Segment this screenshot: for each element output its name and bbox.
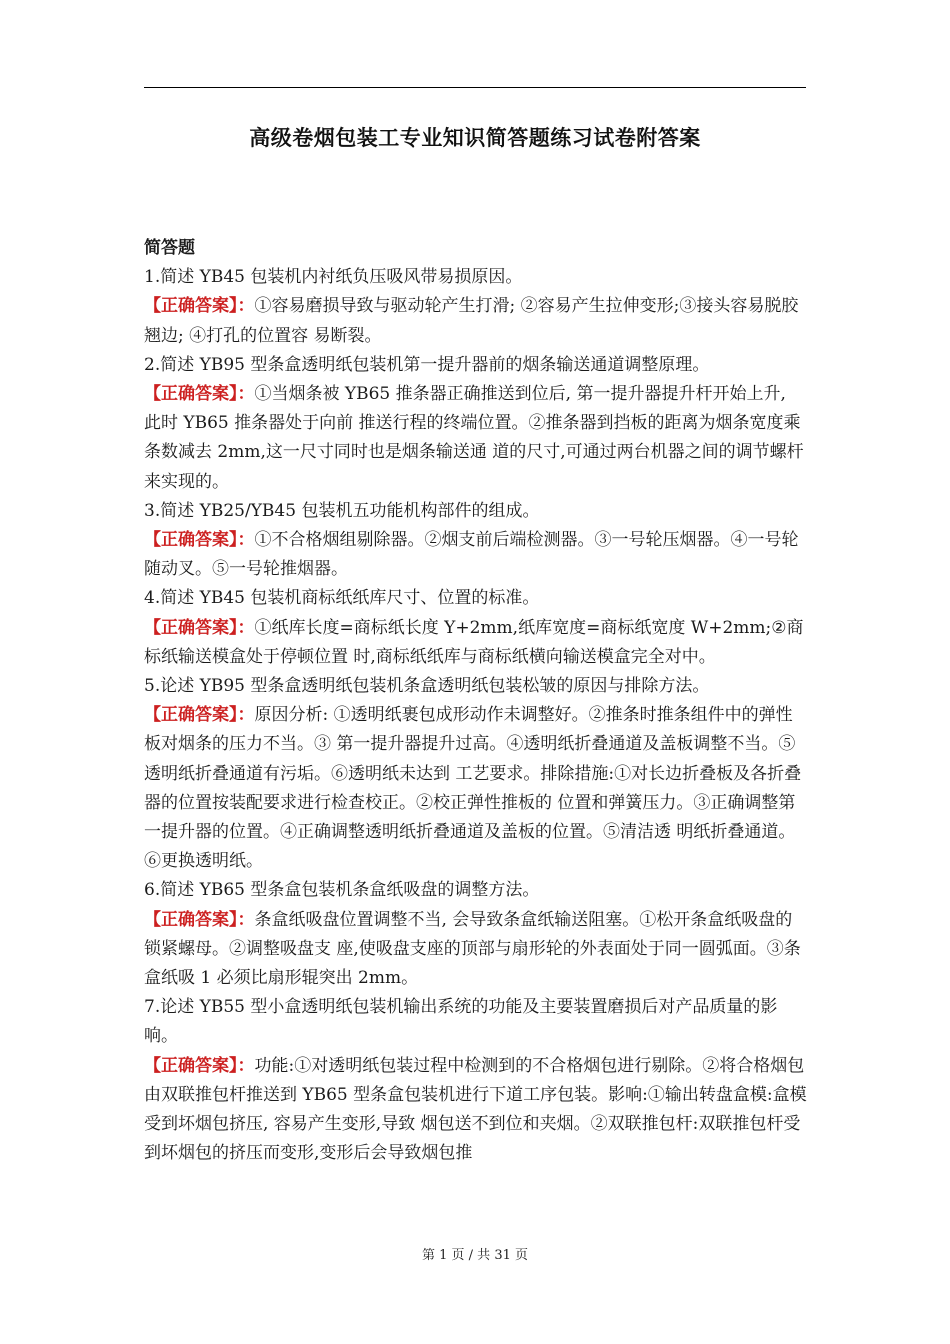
answer-label: 【正确答案】： [144, 384, 255, 405]
qa-item-1 [144, 263, 808, 351]
answer-label: 【正确答案】： [144, 530, 255, 551]
qa-item-7 [144, 993, 808, 1168]
qa-item-5 [144, 672, 808, 876]
document-body [144, 234, 808, 1169]
document-title: 高级卷烟包装工专业知识简答题练习试卷附答案 [249, 125, 701, 150]
answer-block [144, 701, 808, 876]
answer-label: 【正确答案】： [144, 296, 255, 317]
answer-text: ①当烟条被 YB65 推条器正确推送到位后, 第一提升器提升杆开始上升, 此时 YB65 推条器处于向前 推送行程的终端位置。②推条器到挡板的距离为烟条宽度乘条数减去 2mm,这一尺寸同时也是烟条输送通 道的尺寸,可通过两台机器之间的调节螺杆来实现的。 [144, 384, 804, 492]
qa-item-6 [144, 876, 808, 993]
question-text: 5.论述 YB95 型条盒透明纸包装机条盒透明纸包装松皱的原因与排除方法。 [144, 676, 710, 697]
question-text: 7.论述 YB55 型小盒透明纸包装机输出系统的功能及主要装置磨损后对产品质量的影响。 [144, 997, 778, 1047]
qa-item-2 [144, 351, 808, 497]
question-text: 3.简述 YB25/YB45 包装机五功能机构部件的组成。 [144, 500, 540, 521]
question-text: 2.简述 YB95 型条盒透明纸包装机第一提升器前的烟条输送通道调整原理。 [144, 354, 710, 375]
answer-block [144, 292, 808, 350]
qa-item-3 [144, 497, 808, 585]
question-text: 4.简述 YB45 包装机商标纸纸库尺寸、位置的标准。 [144, 588, 540, 609]
page-footer: 第 1 页 / 共 31 页 [422, 1248, 528, 1263]
answer-block [144, 380, 808, 497]
answer-block [144, 1052, 808, 1169]
answer-label: 【正确答案】： [144, 705, 255, 726]
answer-block [144, 614, 808, 672]
answer-text: 原因分析: ①透明纸裹包成形动作未调整好。②推条时推条组件中的弹性板对烟条的压力不当。③ 第一提升器提升过高。④透明纸折叠通道及盖板调整不当。⑤透明纸折叠通道有污垢。⑥透明纸未达到 工艺要求。排除措施:①对长边折叠板及各折叠器的位置按装配要求进行检查校正。②校正弹性推板的 位置和弹簧压力。③正确调整第一提升器的位置。④正确调整透明纸折叠通道及盖板的位置。⑤清洁透 明纸折叠通道。⑥更换透明纸。 [144, 705, 802, 872]
answer-label: 【正确答案】： [144, 1055, 255, 1076]
question-text: 6.简述 YB65 型条盒包装机条盒纸吸盘的调整方法。 [144, 880, 540, 901]
answer-block [144, 906, 808, 994]
question-text: 1.简述 YB45 包装机内衬纸负压吸风带易损原因。 [144, 267, 523, 288]
answer-text: ①纸库长度=商标纸长度 Y+2mm,纸库宽度=商标纸宽度 W+2mm;②商标纸输送模盒处于停顿位置 时,商标纸纸库与商标纸横向输送模盒完全对中。 [144, 617, 804, 667]
answer-label: 【正确答案】： [144, 617, 255, 638]
answer-text: ①容易磨损导致与驱动轮产生打滑; ②容易产生拉伸变形;③接头容易脱胶翘边; ④打孔的位置容 易断裂。 [144, 296, 799, 346]
answer-text: ①不合格烟组剔除器。②烟支前后端检测器。③一号轮压烟器。④一号轮随动叉。⑤一号轮推烟器。 [144, 530, 799, 580]
qa-item-4 [144, 584, 808, 672]
answer-text: 功能:①对透明纸包装过程中检测到的不合格烟包进行剔除。②将合格烟包由双联推包杆推送到 YB65 型条盒包装机进行下道工序包装。影响:①输出转盘盒模:盒模受到坏烟包挤压, 容易产生变形,导致 烟包送不到位和夹烟。②双联推包杆:双联推包杆受到坏烟包的挤压而变形,变形后会导致烟包推 [144, 1055, 807, 1164]
section-heading: 简答题 [144, 238, 195, 258]
answer-block [144, 526, 808, 584]
answer-label: 【正确答案】： [144, 909, 255, 930]
header-rule [144, 87, 806, 88]
answer-text: 条盒纸吸盘位置调整不当, 会导致条盒纸输送阻塞。①松开条盒纸吸盘的锁紧螺母。②调整吸盘支 座,使吸盘支座的顶部与扇形轮的外表面处于同一圆弧面。③条盒纸吸 1 必须比扇形辊突出 2mm。 [144, 909, 801, 989]
